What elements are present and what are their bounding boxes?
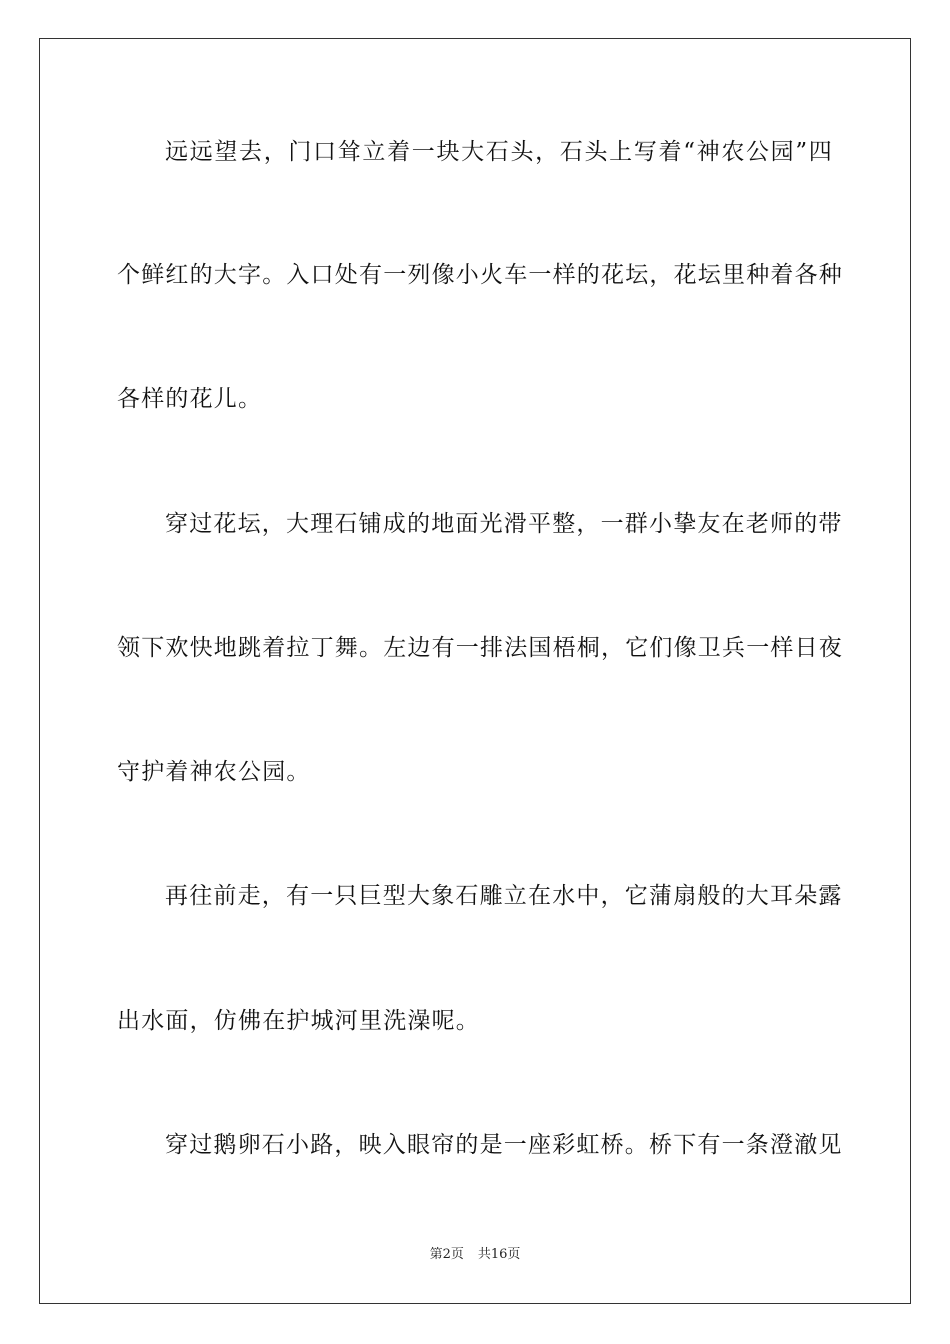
paragraph-4-line-1: 穿过鹅卵石小路，映入眼帘的是一座彩虹桥。桥下有一条澄澈见: [165, 1132, 843, 1158]
paragraph-2-line-2: 领下欢快地跳着拉丁舞。左边有一排法国梧桐，它们像卫兵一样日夜: [117, 635, 843, 661]
page-number-current: 第2页: [429, 1247, 464, 1262]
page-footer: [0, 1246, 950, 1264]
page-number-total: 共16页: [477, 1247, 521, 1262]
paragraph-3-line-2: 出水面，仿佛在护城河里洗澡呢。: [117, 1008, 480, 1034]
paragraph-1-line-1: 远远望去，门口耸立着一块大石头，石头上写着“神农公园”四: [165, 139, 833, 165]
page-border: [39, 38, 911, 1304]
paragraph-3-line-1: 再往前走，有一只巨型大象石雕立在水中，它蒲扇般的大耳朵露: [165, 883, 843, 909]
paragraph-2-line-3: 守护着神农公园。: [117, 759, 311, 785]
paragraph-1-line-2: 个鲜红的大字。入口处有一列像小火车一样的花坛，花坛里种着各种: [117, 262, 843, 288]
paragraph-2-line-1: 穿过花坛，大理石铺成的地面光滑平整，一群小挚友在老师的带: [165, 511, 843, 537]
paragraph-1-line-3: 各样的花儿。: [117, 386, 263, 412]
